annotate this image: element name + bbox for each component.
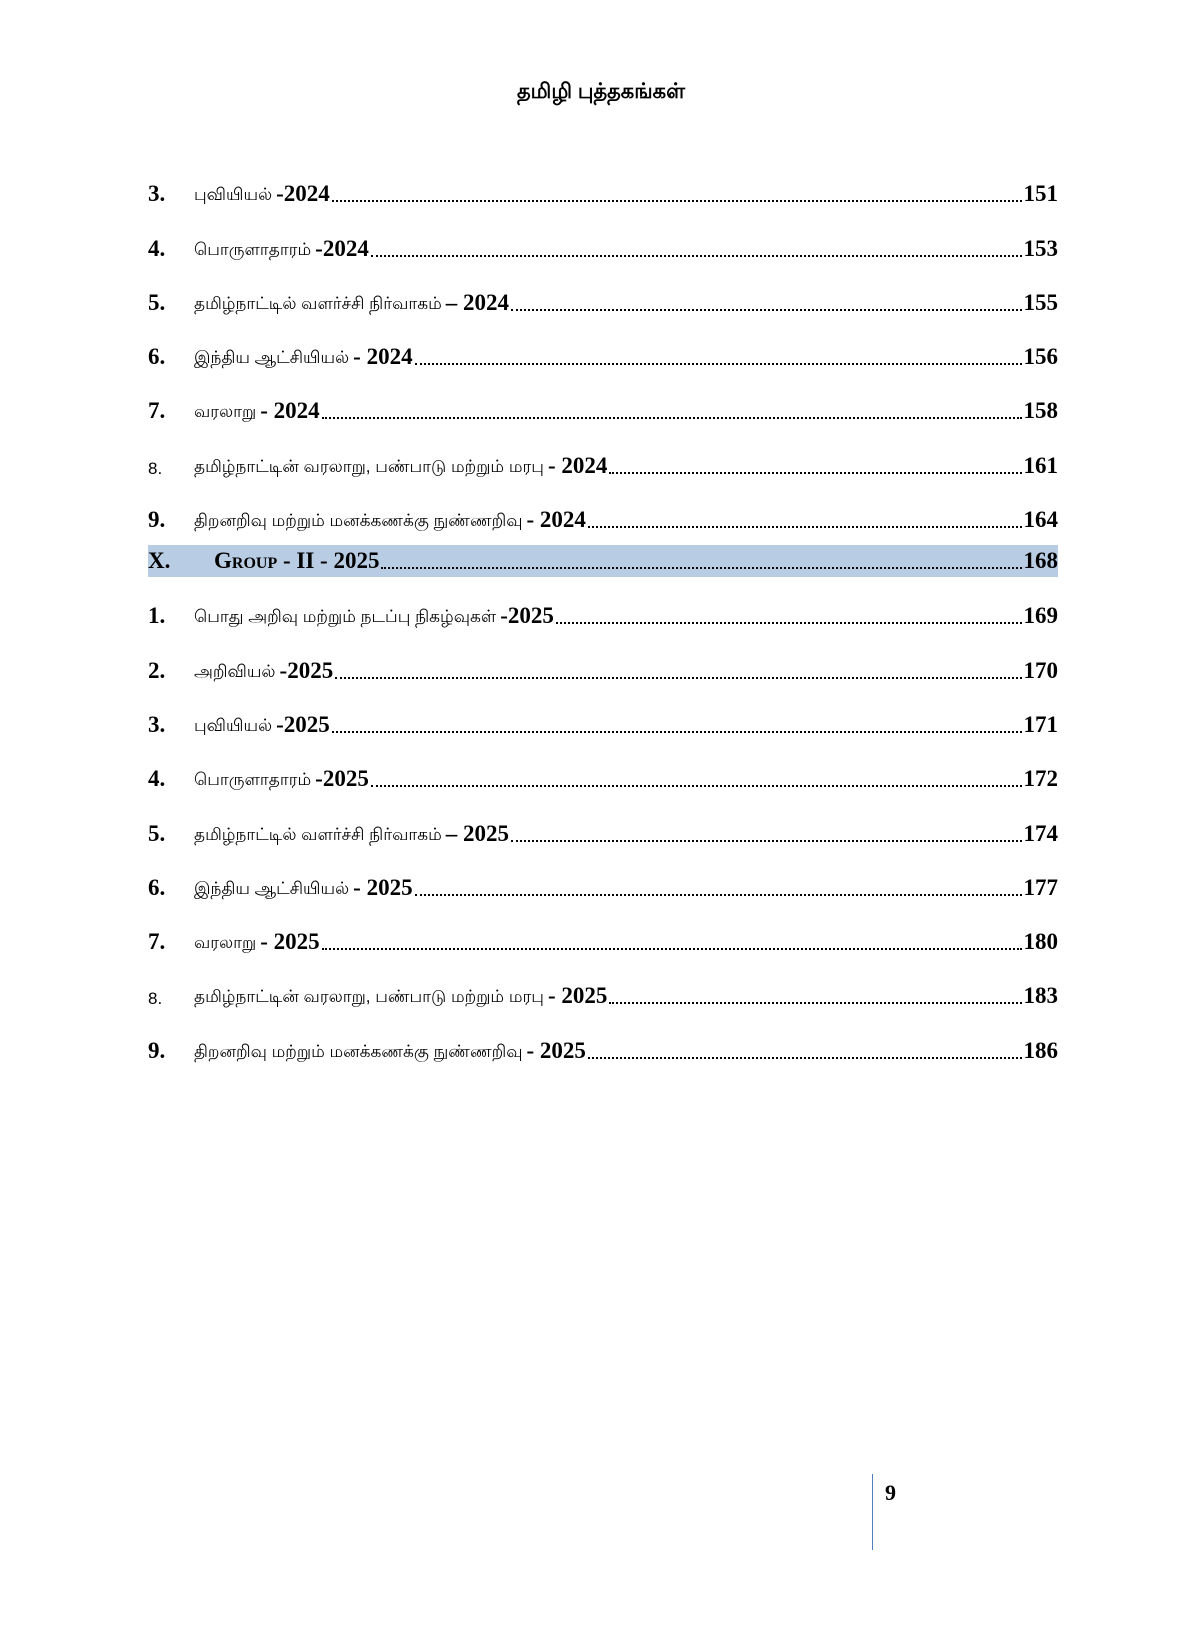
entry-year: -2025 [276,711,330,737]
entry-page: 177 [1023,874,1058,900]
toc-entry[interactable] [148,165,1058,219]
entry-page: 155 [1023,289,1058,315]
entry-page: 172 [1023,766,1058,792]
entry-year: – 2024 [445,289,510,315]
entry-page: 164 [1023,507,1058,533]
entry-page: 161 [1023,452,1058,478]
entry-number: 3. [148,711,166,737]
entry-number: 9. [148,1037,166,1063]
entry-title: அறிவியல் [194,661,276,681]
entry-number: 7. [148,398,166,424]
entry-year: - 2025 [547,983,608,1009]
toc-entry[interactable] [148,274,1058,328]
entry-title: திறனறிவு மற்றும் மனக்கணக்கு நுண்ணறிவு [194,1041,523,1061]
entry-page: 186 [1023,1037,1058,1063]
toc-entry[interactable] [148,436,1058,490]
entry-number: 6. [148,344,166,370]
dot-leader [511,309,1021,311]
entry-page: 169 [1023,603,1058,629]
entry-title: தமிழ்நாட்டின் வரலாறு, பண்பாடு மற்றும் மரபு [194,456,544,476]
entry-year: - 2024 [260,398,320,424]
entry-year: - 2025 [260,929,320,955]
dot-leader [371,255,1022,257]
dot-leader [335,677,1021,679]
dot-leader [332,731,1022,733]
entry-number: 5. [148,289,166,315]
toc-entry[interactable] [148,641,1058,695]
entry-title: புவியியல் [194,715,273,735]
entry-title: இந்திய ஆட்சியியல் [194,348,350,368]
toc-entry[interactable] [148,804,1058,858]
entry-year: -2025 [500,603,554,629]
entry-page: 180 [1023,929,1058,955]
section-page: 168 [1023,548,1058,574]
entry-number: 8. [148,989,163,1009]
toc-entry[interactable] [148,382,1058,436]
entry-page: 156 [1023,344,1058,370]
dot-leader [609,472,1021,474]
dot-leader [381,567,1021,569]
entry-title: தமிழ்நாட்டின் வரலாறு, பண்பாடு மற்றும் மரபு [194,987,544,1007]
entry-year: - 2024 [526,507,586,533]
entry-title: வரலாறு [194,933,257,953]
entry-page: 153 [1023,235,1058,261]
entry-number: 6. [148,874,166,900]
dot-leader [556,622,1022,624]
entry-title: புவியியல் [194,185,273,205]
running-header: தமிழி புத்தகங்கள் [516,80,686,103]
entry-number: 9. [148,507,166,533]
dot-leader [609,1002,1021,1004]
entry-year: -2025 [279,657,334,683]
toc-entry[interactable] [148,491,1058,545]
entry-year: - 2024 [547,452,608,478]
entry-page: 183 [1023,983,1058,1009]
toc-entry[interactable] [148,219,1058,273]
toc-entry[interactable] [148,696,1058,750]
entry-page: 174 [1023,820,1058,846]
entry-title: வரலாறு [194,402,257,422]
entry-title: திறனறிவு மற்றும் மனக்கணக்கு நுண்ணறிவு [194,511,523,531]
entry-number: 8. [148,458,163,478]
entry-number: 4. [148,235,166,261]
toc-entry[interactable] [148,328,1058,382]
dot-leader [415,894,1022,896]
entry-year: – 2025 [445,820,510,846]
toc-entry[interactable] [148,913,1058,967]
entry-year: - 2024 [353,344,413,370]
entry-title: பொது அறிவு மற்றும் நடப்பு நிகழ்வுகள் [194,607,497,627]
entry-year: - 2025 [353,874,413,900]
entry-year: -2024 [315,235,369,261]
entry-number: 4. [148,766,166,792]
dot-leader [588,1057,1022,1059]
footer-rule [872,1474,873,1550]
toc-entry[interactable] [148,967,1058,1021]
page-number: 9 [885,1480,896,1505]
toc-entry[interactable] [148,750,1058,804]
entry-number: 2. [148,657,166,683]
toc-entry[interactable] [148,587,1058,641]
section-number: X. [148,548,171,574]
entry-title: பொருளாதாரம் [194,770,312,790]
entry-page: 151 [1023,181,1058,207]
entry-number: 7. [148,929,166,955]
entry-page: 170 [1023,657,1058,683]
section-title: Group - II - 2025 [214,548,380,574]
entry-page: 158 [1023,398,1058,424]
entry-title: இந்திய ஆட்சியியல் [194,878,350,898]
entry-title: பொருளாதாரம் [194,239,312,259]
entry-title: தமிழ்நாட்டில் வளர்ச்சி நிர்வாகம் [194,293,442,313]
entry-number: 1. [148,603,166,629]
toc-entry[interactable] [148,1021,1058,1075]
dot-leader [588,526,1022,528]
toc-entry[interactable] [148,859,1058,913]
entry-number: 5. [148,820,166,846]
dot-leader [322,948,1022,950]
entry-page: 171 [1023,711,1058,737]
entry-title: தமிழ்நாட்டில் வளர்ச்சி நிர்வாகம் [194,824,442,844]
dot-leader [371,785,1022,787]
table-of-contents [148,165,1058,1076]
entry-year: -2025 [315,766,369,792]
entry-year: - 2025 [526,1037,586,1063]
toc-section-heading[interactable] [148,545,1058,577]
dot-leader [415,363,1022,365]
dot-leader [332,200,1022,202]
dot-leader [322,417,1022,419]
entry-year: -2024 [276,181,330,207]
dot-leader [511,840,1021,842]
entry-number: 3. [148,181,166,207]
